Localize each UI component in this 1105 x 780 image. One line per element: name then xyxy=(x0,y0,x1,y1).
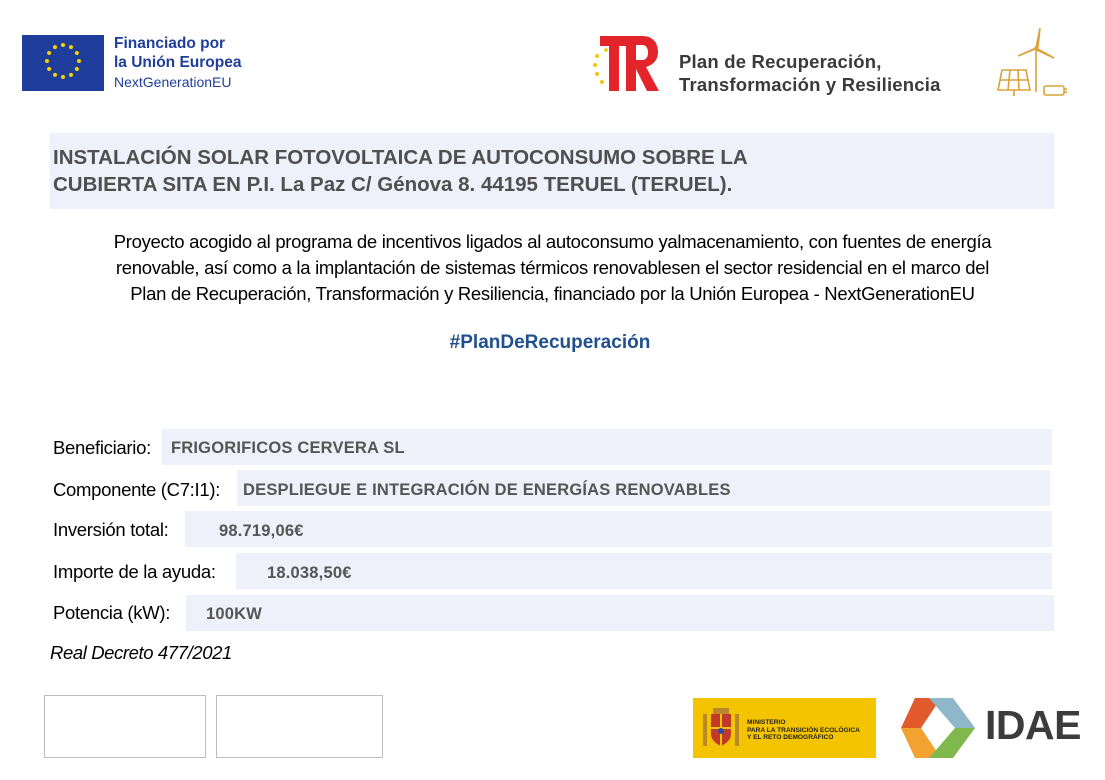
field-value-beneficiario: FRIGORIFICOS CERVERA SL xyxy=(171,439,405,457)
ministry-logo xyxy=(693,698,876,758)
prtr-line-2: Transformación y Resiliencia xyxy=(679,74,941,95)
description-line-1: Proyecto acogido al programa de incentivos ligados al autoconsumo yalmacenamiento, con fuentes de energía xyxy=(113,231,992,252)
empty-box-left xyxy=(44,695,206,758)
field-value-componente: DESPLIEGUE E INTEGRACIÓN DE ENERGÍAS RENOVABLES xyxy=(243,481,731,499)
field-label-potencia: Potencia (kW): xyxy=(53,602,171,623)
ministry-line-1: MINISTERIO xyxy=(747,719,786,726)
ministry-line-2: PARA LA TRANSICIÓN ECOLÓGICA xyxy=(747,726,860,734)
idae-logo-icon xyxy=(891,696,979,760)
field-label-componente: Componente (C7:I1): xyxy=(53,479,221,500)
eu-line-3: NextGenerationEU xyxy=(114,74,232,90)
field-label-importe: Importe de la ayuda: xyxy=(53,561,216,582)
field-value-potencia: 100KW xyxy=(206,605,263,623)
field-label-inversion: Inversión total: xyxy=(53,519,169,540)
title-line-1: INSTALACIÓN SOLAR FOTOVOLTAICA DE AUTOCONSUMO SOBRE LA xyxy=(53,146,748,169)
decree-text: Real Decreto 477/2021 xyxy=(50,642,232,663)
field-band-potencia xyxy=(186,595,1054,631)
prtr-line-1: Plan de Recuperación, xyxy=(679,51,882,72)
description-line-2: renovable, así como a la implantación de sistemas térmicos renovablesen el sector residencial en el marco del xyxy=(115,257,990,278)
field-band-importe xyxy=(236,553,1052,589)
coat-of-arms-icon xyxy=(701,706,741,750)
empty-box-right xyxy=(216,695,383,758)
description-line-3: Plan de Recuperación, Transformación y Resiliencia, financiado por la Unión Europea - NextGenerationEU xyxy=(130,283,975,304)
project-title xyxy=(53,144,1043,198)
eu-funding-text xyxy=(114,34,241,92)
prtr-logo-icon xyxy=(592,32,664,94)
ministry-text xyxy=(747,719,860,742)
title-line-2: CUBIERTA SITA EN P.I. La Paz C/ Génova 8. 44195 TERUEL (TERUEL). xyxy=(53,173,733,196)
eu-flag-icon xyxy=(22,35,104,91)
eu-line-2: la Unión Europea xyxy=(114,54,242,71)
ministry-line-3: Y EL RETO DEMOGRÁFICO xyxy=(747,734,834,742)
field-label-beneficiario: Beneficiario: xyxy=(53,437,151,458)
eu-line-1: Financiado por xyxy=(114,35,226,52)
hashtag: #PlanDeRecuperación xyxy=(449,332,651,353)
field-value-inversion: 98.719,06€ xyxy=(219,522,304,540)
field-value-importe: 18.038,50€ xyxy=(267,564,352,582)
prtr-logo-text xyxy=(679,50,941,96)
solar-wind-icon xyxy=(996,26,1070,98)
idae-logo-text: IDAE xyxy=(985,702,1081,748)
project-description xyxy=(40,229,1065,307)
field-band-inversion xyxy=(185,511,1052,547)
